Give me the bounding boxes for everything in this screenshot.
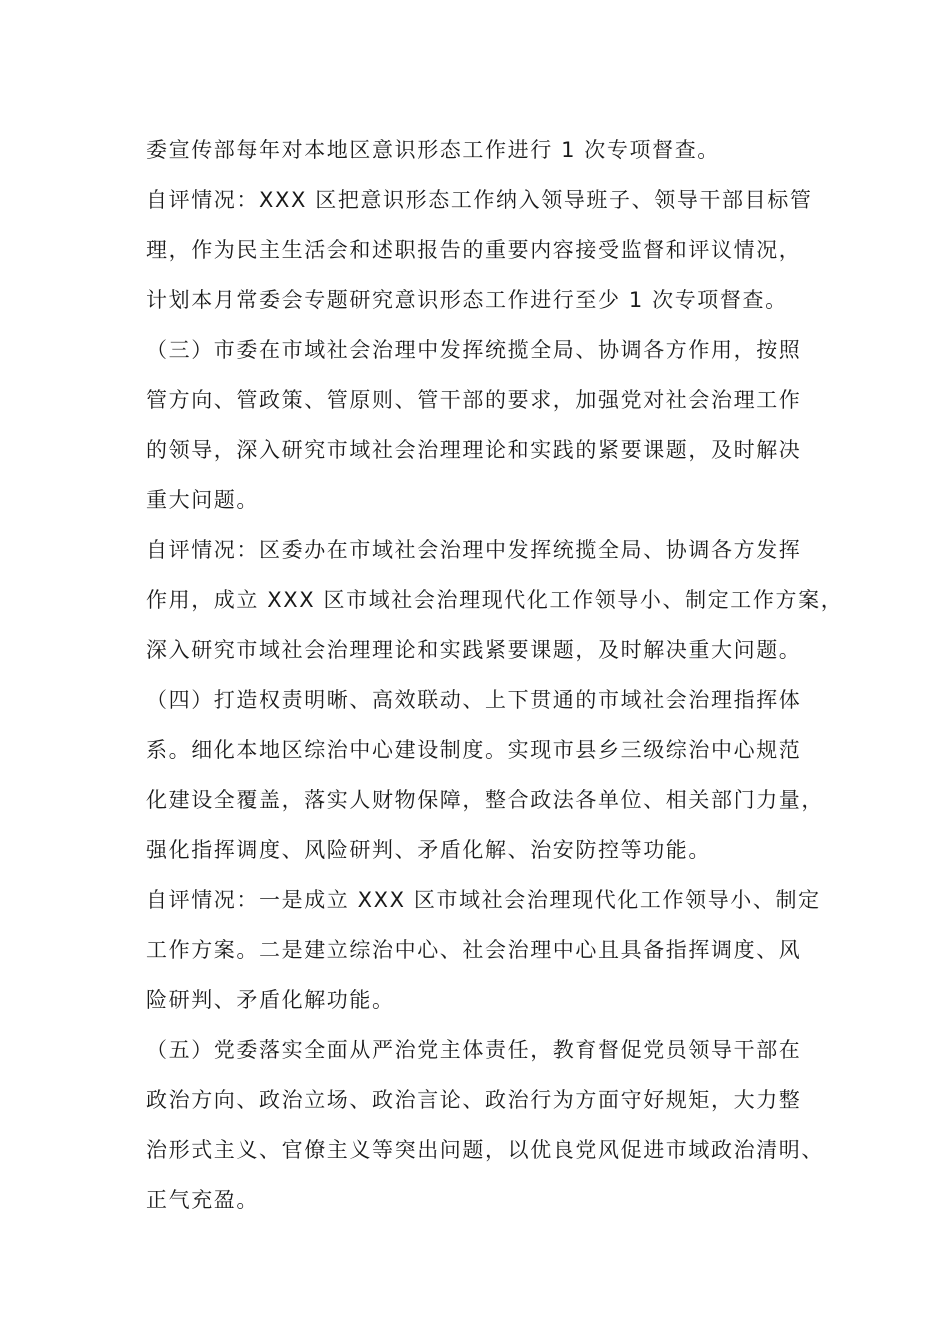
text-line: （五）党委落实全面从严治党主体责任，教育督促党员领导干部在 <box>146 1038 802 1062</box>
text-line: 管方向、管政策、管原则、管干部的要求，加强党对社会治理工作 <box>146 388 802 412</box>
text-line: 计划本月常委会专题研究意识形态工作进行至少 1 次专项督查。 <box>146 288 788 312</box>
text-line: 政治方向、政治立场、政治言论、政治行为方面守好规矩，大力整 <box>146 1088 802 1112</box>
text-line: 理，作为民主生活会和述职报告的重要内容接受监督和评议情况， <box>146 238 802 262</box>
text-line: 重大问题。 <box>146 488 259 512</box>
text-line: 深入研究市域社会治理理论和实践紧要课题，及时解决重大问题。 <box>146 638 802 662</box>
text-line: 委宣传部每年对本地区意识形态工作进行 1 次专项督查。 <box>146 138 720 162</box>
text-line: 作用，成立 XXX 区市域社会治理现代化工作领导小、制定工作方案， <box>146 588 844 612</box>
text-line: 险研判、矛盾化解功能。 <box>146 988 395 1012</box>
text-line: 自评情况：XXX 区把意识形态工作纳入领导班子、领导干部目标管 <box>146 188 813 212</box>
text-line: 的领导，深入研究市域社会治理理论和实践的紧要课题，及时解决 <box>146 438 802 462</box>
text-line: 化建设全覆盖，落实人财物保障，整合政法各单位、相关部门力量， <box>146 788 824 812</box>
text-line: 治形式主义、官僚主义等突出问题，以优良党风促进市域政治清明、 <box>146 1138 824 1162</box>
text-line: 强化指挥调度、风险研判、矛盾化解、治安防控等功能。 <box>146 838 711 862</box>
text-line: （四）打造权责明晰、高效联动、上下贯通的市域社会治理指挥体 <box>146 688 802 712</box>
text-line: 正气充盈。 <box>146 1188 259 1212</box>
text-line: 自评情况：一是成立 XXX 区市域社会治理现代化工作领导小、制定 <box>146 888 821 912</box>
text-line: （三）市委在市域社会治理中发挥统揽全局、协调各方作用，按照 <box>146 338 802 362</box>
text-line: 自评情况：区委办在市域社会治理中发挥统揽全局、协调各方发挥 <box>146 538 802 562</box>
text-line: 系。细化本地区综治中心建设制度。实现市县乡三级综治中心规范 <box>146 738 802 762</box>
text-line: 工作方案。二是建立综治中心、社会治理中心且具备指挥调度、风 <box>146 938 802 962</box>
